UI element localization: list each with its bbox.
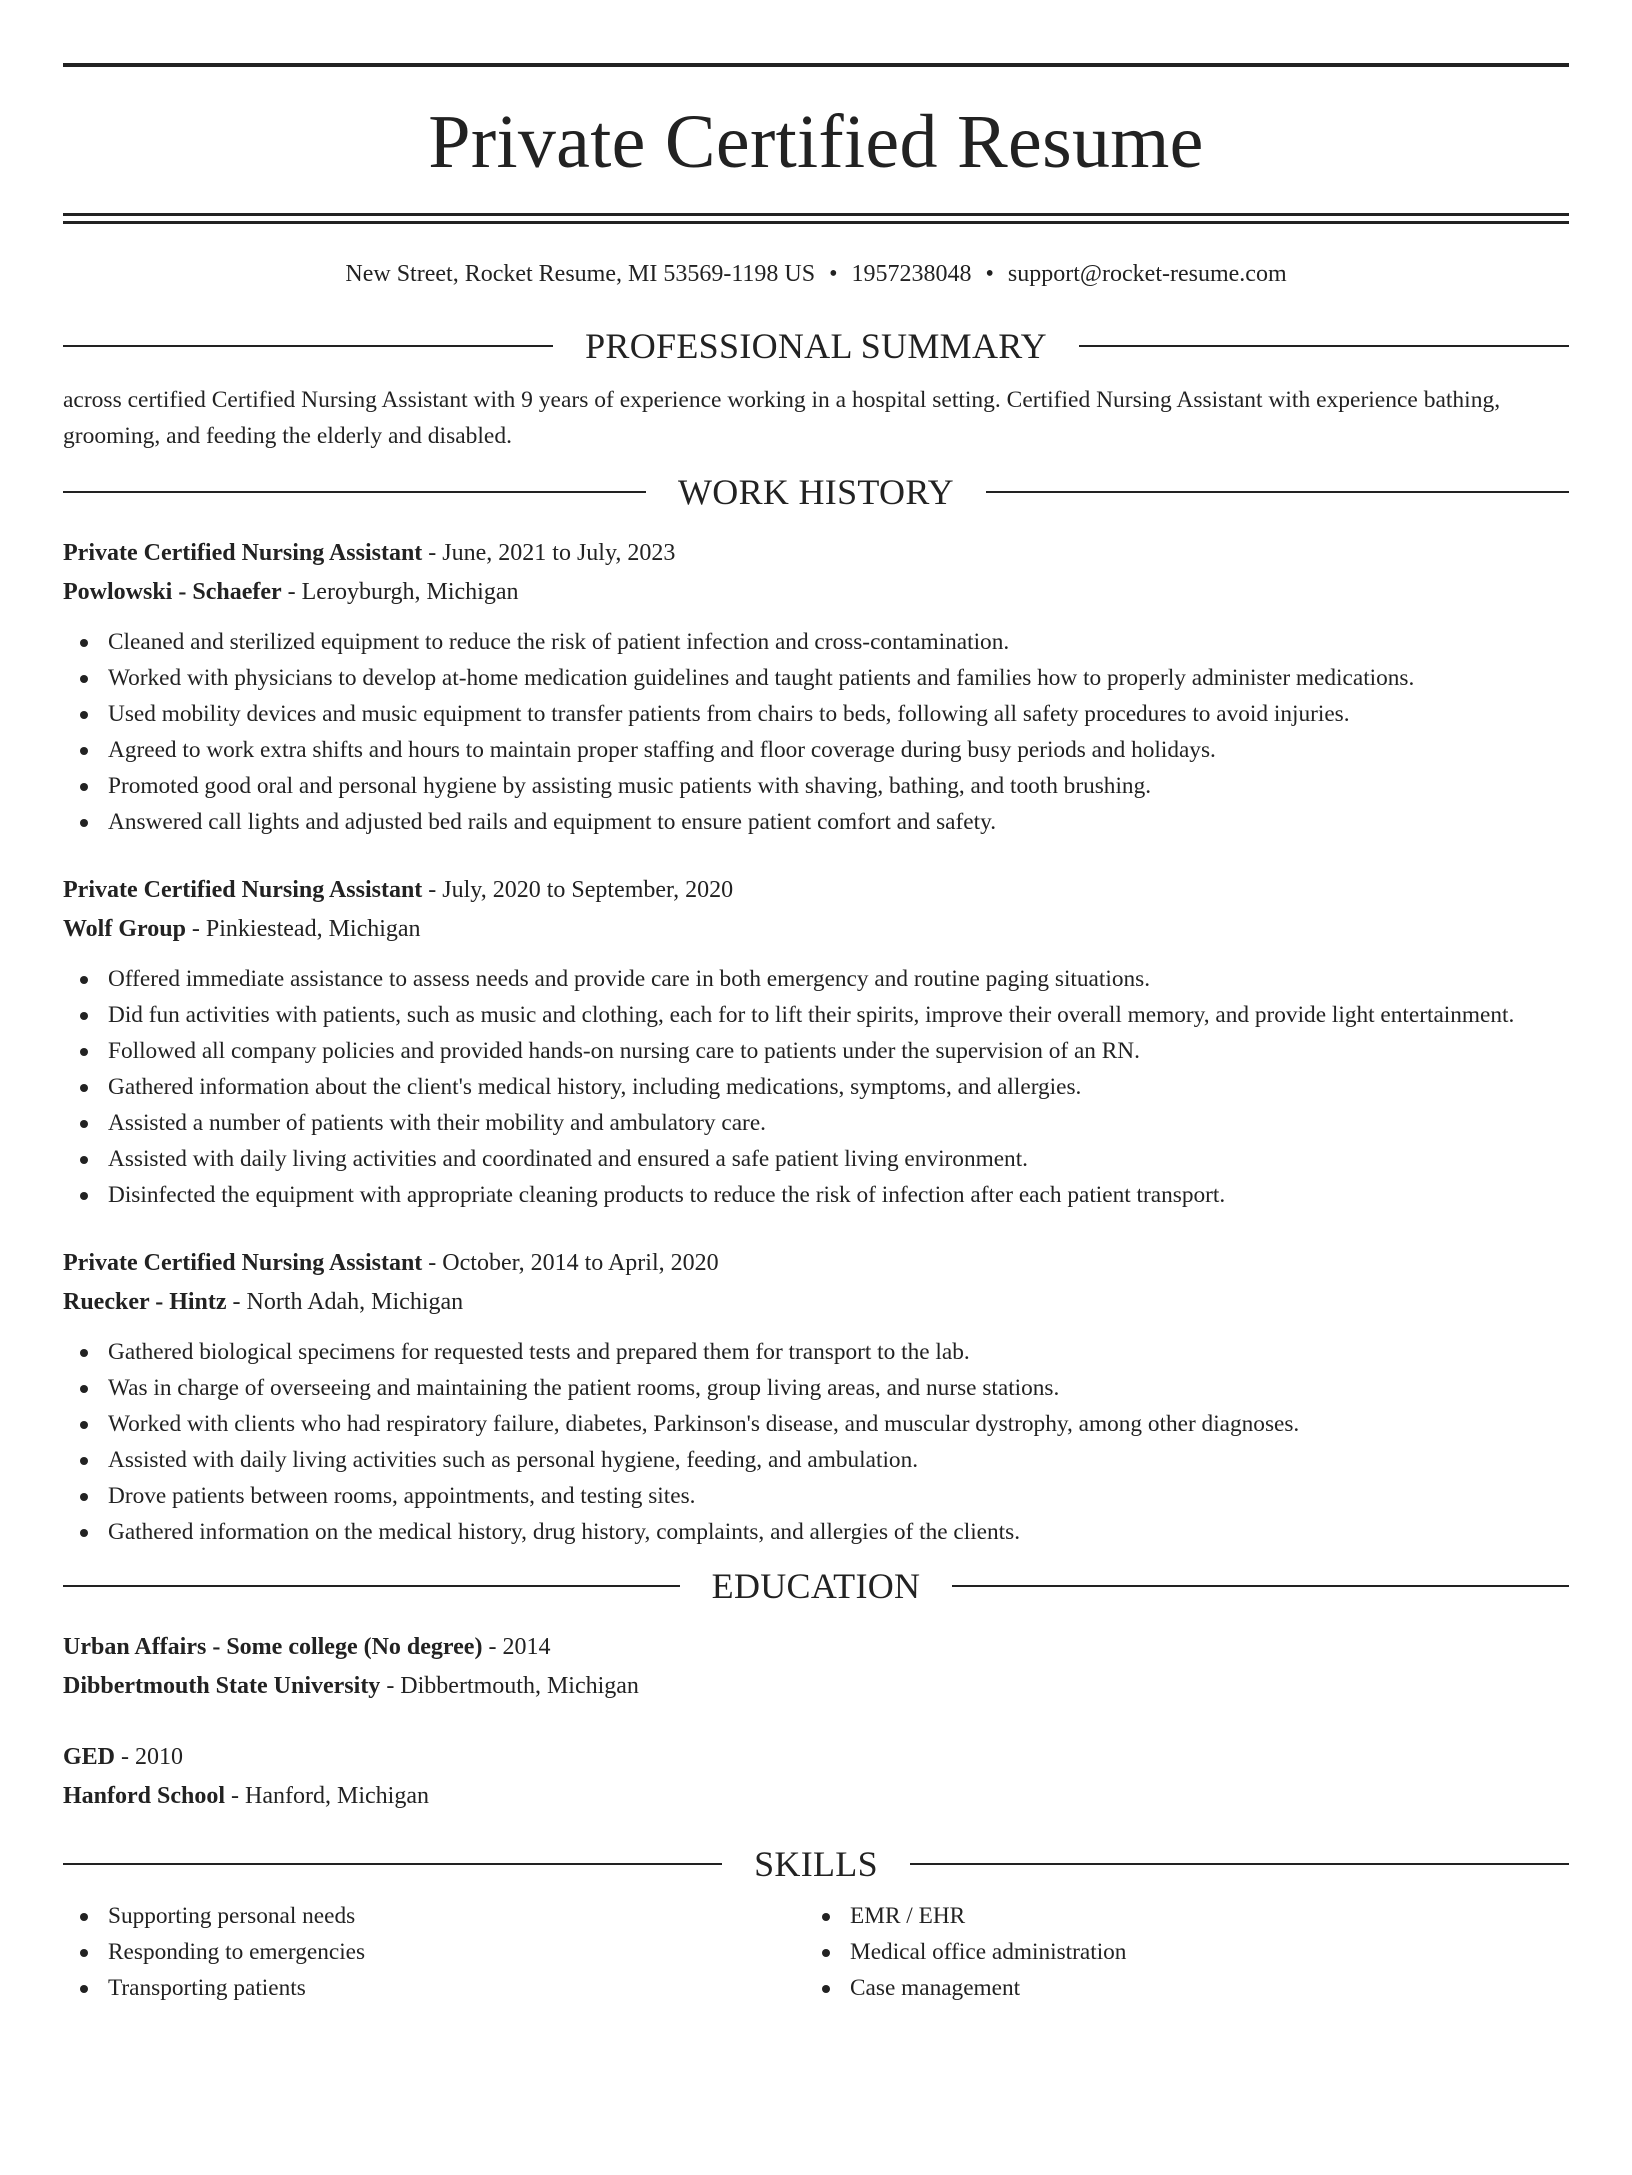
contact-address: New Street, Rocket Resume, MI 53569-1198 US xyxy=(345,261,816,287)
list-item: Gathered biological specimens for requested tests and prepared them for transport to the lab. xyxy=(63,1334,1569,1370)
job-bullets xyxy=(63,1334,1569,1550)
list-item: Drove patients between rooms, appointments, and testing sites. xyxy=(63,1478,1569,1514)
education-year: - 2010 xyxy=(115,1744,184,1770)
list-item: Promoted good oral and personal hygiene by assisting music patients with shaving, bathing, and tooth brushing. xyxy=(63,768,1569,804)
job-dates: - October, 2014 to April, 2020 xyxy=(422,1250,719,1276)
education-school: Dibbertmouth State University xyxy=(63,1673,381,1699)
section-rule xyxy=(63,345,553,347)
list-item: Followed all company policies and provided hands-on nursing care to patients under the supervision of an RN. xyxy=(63,1033,1569,1069)
list-item: Gathered information on the medical history, drug history, complaints, and allergies of the clients. xyxy=(63,1514,1569,1550)
list-item: Gathered information about the client's medical history, including medications, symptoms, and allergies. xyxy=(63,1069,1569,1105)
section-title: SKILLS xyxy=(754,1844,878,1884)
education-entry xyxy=(63,1738,1569,1816)
list-item: Assisted with daily living activities and coordinated and ensured a safe patient living environment. xyxy=(63,1141,1569,1177)
job-company: Wolf Group xyxy=(63,916,186,942)
section-heading-education xyxy=(63,1566,1569,1606)
list-item: Was in charge of overseeing and maintaining the patient rooms, group living areas, and nurse stations. xyxy=(63,1370,1569,1406)
section-rule xyxy=(63,1585,680,1587)
list-item: Worked with clients who had respiratory failure, diabetes, Parkinson's disease, and muscular dystrophy, among other diagnoses. xyxy=(63,1406,1569,1442)
section-title: PROFESSIONAL SUMMARY xyxy=(585,326,1047,366)
contact-phone: 1957238048 xyxy=(851,261,972,287)
contact-line xyxy=(63,258,1569,290)
education-entry xyxy=(63,1628,1569,1706)
list-item: Disinfected the equipment with appropriate cleaning products to reduce the risk of infection after each patient transport. xyxy=(63,1177,1569,1213)
list-item: Answered call lights and adjusted bed rails and equipment to ensure patient comfort and safety. xyxy=(63,804,1569,840)
education-degree-line xyxy=(63,1738,1569,1777)
education-year: - 2014 xyxy=(482,1634,551,1660)
section-heading-summary xyxy=(63,326,1569,366)
section-title: EDUCATION xyxy=(711,1566,921,1606)
section-rule xyxy=(952,1585,1569,1587)
education-degree: GED xyxy=(63,1744,116,1770)
job-title-line xyxy=(63,871,1569,910)
skills-grid xyxy=(63,1898,1569,2006)
job-location: - North Adah, Michigan xyxy=(226,1289,464,1315)
section-rule xyxy=(910,1863,1569,1865)
contact-email: support@rocket-resume.com xyxy=(1007,261,1287,287)
section-rule xyxy=(1079,345,1569,347)
job-bullets xyxy=(63,961,1569,1213)
job-title: Private Certified Nursing Assistant xyxy=(63,540,423,566)
job-company-line xyxy=(63,573,1569,612)
education-location: - Hanford, Michigan xyxy=(225,1783,429,1809)
job-location: - Leroyburgh, Michigan xyxy=(281,579,519,605)
job-company: Ruecker - Hintz xyxy=(63,1289,227,1315)
job-company-line xyxy=(63,1283,1569,1322)
summary-text: across certified Certified Nursing Assistant with 9 years of experience working in a hospital setting. Certified Nursing Assistant with experience bathing, grooming, and feeding the elderly and disabled. xyxy=(63,387,1501,449)
education-school: Hanford School xyxy=(63,1783,226,1809)
education-location: - Dibbertmouth, Michigan xyxy=(380,1673,639,1699)
section-heading-skills xyxy=(63,1844,1569,1884)
section-heading-work xyxy=(63,472,1569,512)
resume-page xyxy=(0,63,1632,2175)
list-item: Supporting personal needs xyxy=(63,1898,805,1934)
job-bullets xyxy=(63,624,1569,840)
double-rule xyxy=(63,213,1569,224)
job-title: Private Certified Nursing Assistant xyxy=(63,1250,423,1276)
education-school-line xyxy=(63,1777,1569,1816)
education-degree-line xyxy=(63,1628,1569,1667)
section-rule xyxy=(63,491,646,493)
job-dates: - July, 2020 to September, 2020 xyxy=(422,877,734,903)
list-item: Assisted with daily living activities such as personal hygiene, feeding, and ambulation. xyxy=(63,1442,1569,1478)
skills-column-right xyxy=(805,1898,1547,2006)
list-item: Responding to emergencies xyxy=(63,1934,805,1970)
job-company-line xyxy=(63,910,1569,949)
job-dates: - June, 2021 to July, 2023 xyxy=(422,540,676,566)
section-title: WORK HISTORY xyxy=(678,472,954,512)
job-entry xyxy=(63,1244,1569,1550)
list-item: Case management xyxy=(805,1970,1547,2006)
list-item: Used mobility devices and music equipment to transfer patients from chairs to beds, following all safety procedures to avoid injuries. xyxy=(63,696,1569,732)
section-rule xyxy=(63,1863,722,1865)
contact-separator: • xyxy=(985,261,994,287)
education-school-line xyxy=(63,1667,1569,1706)
section-rule xyxy=(986,491,1569,493)
list-item: Did fun activities with patients, such as music and clothing, each for to lift their spirits, improve their overall memory, and provide light entertainment. xyxy=(63,997,1569,1033)
job-title: Private Certified Nursing Assistant xyxy=(63,877,423,903)
list-item: Transporting patients xyxy=(63,1970,805,2006)
list-item: Assisted a number of patients with their mobility and ambulatory care. xyxy=(63,1105,1569,1141)
resume-name: Private Certified Resume xyxy=(428,100,1204,184)
job-entry xyxy=(63,534,1569,840)
list-item: Cleaned and sterilized equipment to reduce the risk of patient infection and cross-contamination. xyxy=(63,624,1569,660)
list-item: Medical office administration xyxy=(805,1934,1547,1970)
list-item: Worked with physicians to develop at-home medication guidelines and taught patients and families how to properly administer medications. xyxy=(63,660,1569,696)
education-degree: Urban Affairs - Some college (No degree) xyxy=(63,1634,483,1660)
contact-separator: • xyxy=(829,261,838,287)
job-title-line xyxy=(63,534,1569,573)
list-item: Offered immediate assistance to assess needs and provide care in both emergency and routine paging situations. xyxy=(63,961,1569,997)
list-item: Agreed to work extra shifts and hours to maintain proper staffing and floor coverage during busy periods and holidays. xyxy=(63,732,1569,768)
job-location: - Pinkiestead, Michigan xyxy=(185,916,421,942)
job-company: Powlowski - Schaefer xyxy=(63,579,282,605)
top-rule xyxy=(63,63,1569,67)
job-entry xyxy=(63,871,1569,1213)
skills-column-left xyxy=(63,1898,805,2006)
list-item: EMR / EHR xyxy=(805,1898,1547,1934)
job-title-line xyxy=(63,1244,1569,1283)
